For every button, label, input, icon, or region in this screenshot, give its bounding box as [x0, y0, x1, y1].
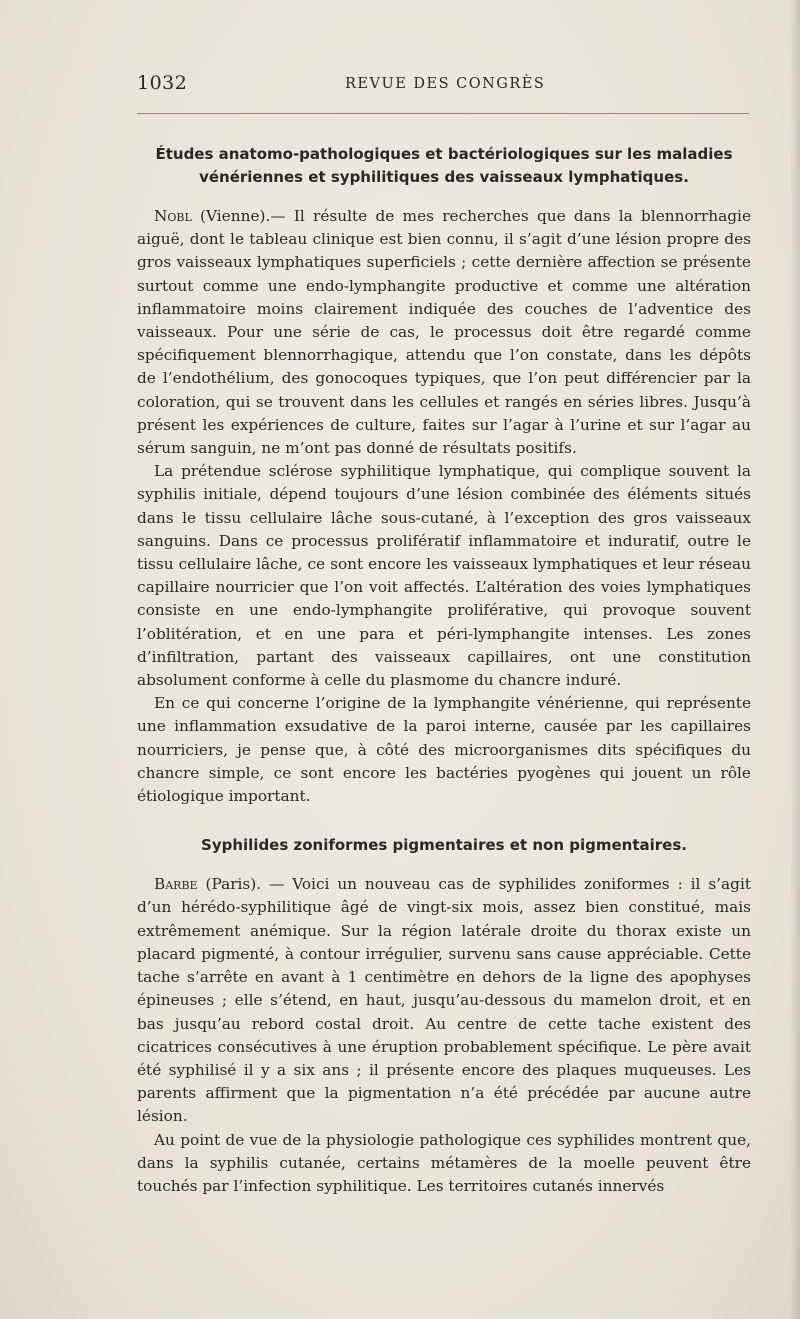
paragraph: [137, 205, 751, 460]
author-name: Nobl: [154, 207, 192, 225]
page-number: 1032: [137, 72, 188, 94]
paragraph: En ce qui concerne l’origine de la lymphangite vénérienne, qui représente une inflammation exsudative de la paroi interne, causée par les capillaires nourriciers, je pense que, à côté des microorganismes dits spécifiques du chancre simple, ce sont encore les bactéries pyogènes qui jouent un rôle étiologique important.: [137, 694, 751, 806]
section-title-syphilides: [137, 834, 751, 857]
paragraph: Au point de vue de la physiologie pathologique ces syphilides montrent que, dans la syphilis cutanée, certains métamères de la moelle peuvent être touchés par l’infection syphilitique. Les territoires cutanés innervés: [137, 1130, 751, 1195]
running-title: REVUE DES CONGRÈS: [345, 76, 546, 92]
paragraph-text: (Vienne).— Il résulte de mes recherches que dans la blennorrhagie aiguë, dont le tableau clinique est bien connu, il s’agit d’une lésion propre des gros vaisseaux lymphatiques superficiels ; cette dernière affection se présente surtout comme une endo-lymphangite productive et comme une altération inflammatoire moins clairement indiquée des couches de l’adventice des vaisseaux. Pour une série de cas, le processus doit être regardé comme spécifiquement blennorrhagique, attendu que l’on constate, dans les dépôts de l’endothélium, des gonocoques typiques, que l’on peut différencier par la coloration, qui se trouvent dans les cellules et rangés en séries libres. Jusqu’à présent les expériences de culture, faites sur l’agar à l’urine et sur l’agar au sérum sanguin, ne m’ont pas donné de résultats positifs.: [137, 207, 751, 458]
section-title-line: Syphilides zoniformes pigmentaires et non pigmentaires.: [201, 836, 687, 855]
section-title-line: vénériennes et syphilitiques des vaisseaux lymphatiques.: [199, 168, 689, 186]
paragraph: [137, 873, 751, 1128]
section-title-lymphatics: [137, 143, 751, 189]
page-content: [137, 143, 751, 1198]
section-title-line: Études anatomo-pathologiques et bactériologiques sur les maladies: [155, 145, 733, 163]
author-name: Barbe: [154, 875, 198, 894]
paragraph: La prétendue sclérose syphilitique lymphatique, qui complique souvent la syphilis initiale, dépend toujours d’une lésion combinée des éléments situés dans le tissu cellulaire lâche sous-cutané, à l’exception des gros vaisseaux sanguins. Dans ce processus prolifératif inflammatoire et induratif, outre le tissu cellulaire lâche, ce sont encore les vaisseaux lymphatiques et leur réseau capillaire nourricier que l’on voit affectés. L’altération des voies lymphatiques consiste en une endo-lymphangite proliférative, qui provoque souvent l’oblitération, et en une para et péri-lymphangite intenses. Les zones d’infiltration, partant des vaisseaux capillaires, ont une constitution absolument conforme à celle du plasmome du chancre induré.: [137, 462, 751, 690]
header-rule: [137, 113, 749, 114]
paragraph-text: (Paris). — Voici un nouveau cas de syphilides zoniformes : il s’agit d’un hérédo-syphilitique âgé de vingt-six mois, assez bien constitué, mais extrêmement anémique. Sur la région latérale droite du thorax existe un placard pigmenté, à contour irrégulier, survenu sans cause appréciable. Cette tache s’arrête en avant à 1 centimètre en dehors de la ligne des apophyses épineuses ; elle s’étend, en haut, jusqu’au-dessous du mamelon droit, et en bas jusqu’au rebord costal droit. Au centre de cette tache existent des cicatrices consécutives à une éruption probablement spécifique. Le père avait été syphilisé il y a six ans ; il présente encore des plaques muqueuses. Les parents affirment que la pigmentation n’a été précédée par aucune autre lésion.: [137, 875, 751, 1126]
running-header: [137, 70, 749, 104]
page-edge-shadow: [790, 0, 800, 1319]
